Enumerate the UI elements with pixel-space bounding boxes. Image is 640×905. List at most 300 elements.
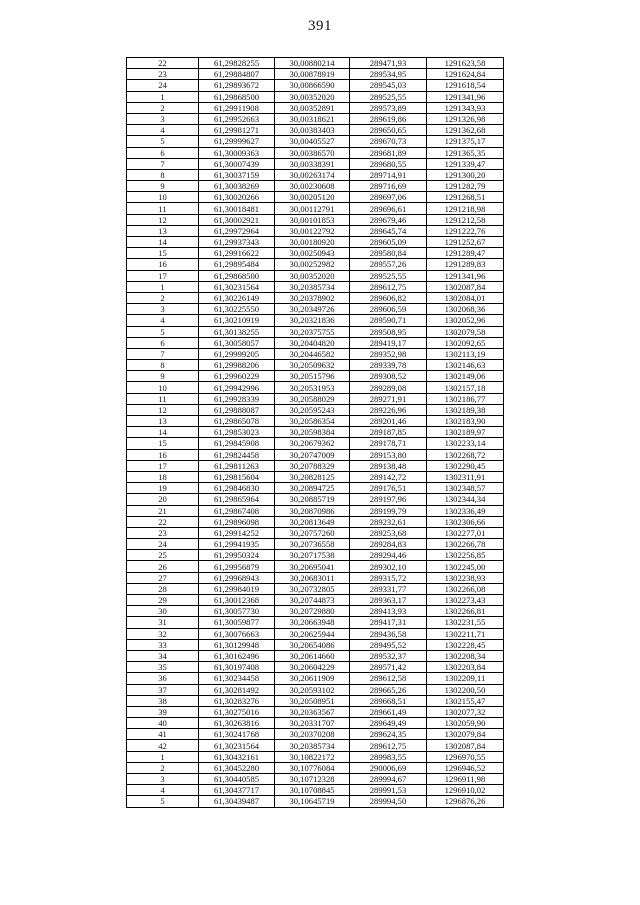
y-coordinate-cell: 1302186,77	[427, 393, 504, 404]
point-number-cell: 26	[127, 561, 199, 572]
longitude-cell: 30,00205120	[275, 192, 350, 203]
table-row	[127, 113, 504, 124]
point-number-cell: 29	[127, 595, 199, 606]
table-row	[127, 762, 504, 773]
longitude-cell: 30,10645719	[275, 796, 350, 807]
point-number-cell: 23	[127, 69, 199, 80]
y-coordinate-cell: 1302189,38	[427, 404, 504, 415]
x-coordinate-cell: 289661,49	[350, 706, 427, 717]
longitude-cell: 30,00880214	[275, 58, 350, 69]
point-number-cell: 32	[127, 628, 199, 639]
x-coordinate-cell: 289271,91	[350, 393, 427, 404]
latitude-cell: 61,29853023	[199, 427, 275, 438]
longitude-cell: 30,20695041	[275, 561, 350, 572]
table-row	[127, 606, 504, 617]
point-number-cell: 1	[127, 281, 199, 292]
longitude-cell: 30,10776084	[275, 762, 350, 773]
point-number-cell: 11	[127, 203, 199, 214]
longitude-cell: 30,20321836	[275, 315, 350, 326]
table-row	[127, 248, 504, 259]
y-coordinate-cell: 1302266,81	[427, 606, 504, 617]
latitude-cell: 61,30002921	[199, 214, 275, 225]
table-row	[127, 382, 504, 393]
latitude-cell: 61,30020266	[199, 192, 275, 203]
latitude-cell: 61,29893672	[199, 80, 275, 91]
y-coordinate-cell: 1302266,08	[427, 583, 504, 594]
x-coordinate-cell: 289606,59	[350, 304, 427, 315]
x-coordinate-cell: 289419,17	[350, 337, 427, 348]
longitude-cell: 30,00263174	[275, 169, 350, 180]
y-coordinate-cell: 1291212,58	[427, 214, 504, 225]
longitude-cell: 30,20508951	[275, 695, 350, 706]
y-coordinate-cell: 1302256,85	[427, 550, 504, 561]
latitude-cell: 61,30007439	[199, 158, 275, 169]
longitude-cell: 30,20604229	[275, 662, 350, 673]
point-number-cell: 1	[127, 91, 199, 102]
longitude-cell: 30,20509632	[275, 360, 350, 371]
latitude-cell: 61,29968943	[199, 572, 275, 583]
x-coordinate-cell: 289534,95	[350, 69, 427, 80]
point-number-cell: 18	[127, 471, 199, 482]
latitude-cell: 61,30058057	[199, 337, 275, 348]
x-coordinate-cell: 289681,89	[350, 147, 427, 158]
longitude-cell: 30,20732805	[275, 583, 350, 594]
table-row	[127, 158, 504, 169]
latitude-cell: 61,29942996	[199, 382, 275, 393]
point-number-cell: 16	[127, 259, 199, 270]
point-number-cell: 16	[127, 449, 199, 460]
y-coordinate-cell: 1302079,58	[427, 326, 504, 337]
latitude-cell: 61,29815604	[199, 471, 275, 482]
latitude-cell: 61,29981271	[199, 125, 275, 136]
y-coordinate-cell: 1302306,66	[427, 516, 504, 527]
point-number-cell: 22	[127, 516, 199, 527]
point-number-cell: 5	[127, 326, 199, 337]
point-number-cell: 37	[127, 684, 199, 695]
x-coordinate-cell: 289436,58	[350, 628, 427, 639]
x-coordinate-cell: 289339,78	[350, 360, 427, 371]
longitude-cell: 30,00383403	[275, 125, 350, 136]
point-number-cell: 21	[127, 505, 199, 516]
point-number-cell: 7	[127, 348, 199, 359]
latitude-cell: 61,29896098	[199, 516, 275, 527]
point-number-cell: 15	[127, 248, 199, 259]
y-coordinate-cell: 1302208,34	[427, 650, 504, 661]
longitude-cell: 30,20385734	[275, 281, 350, 292]
longitude-cell: 30,20717538	[275, 550, 350, 561]
point-number-cell: 6	[127, 337, 199, 348]
point-number-cell: 13	[127, 416, 199, 427]
table-row	[127, 348, 504, 359]
latitude-cell: 61,30197408	[199, 662, 275, 673]
latitude-cell: 61,30234458	[199, 673, 275, 684]
table-row	[127, 516, 504, 527]
y-coordinate-cell: 1302348,57	[427, 483, 504, 494]
longitude-cell: 30,20747009	[275, 449, 350, 460]
y-coordinate-cell: 1302273,43	[427, 595, 504, 606]
longitude-cell: 30,20349726	[275, 304, 350, 315]
y-coordinate-cell: 1296970,55	[427, 751, 504, 762]
y-coordinate-cell: 1302311,91	[427, 471, 504, 482]
point-number-cell: 25	[127, 550, 199, 561]
latitude-cell: 61,29916622	[199, 248, 275, 259]
point-number-cell: 3	[127, 304, 199, 315]
table-row	[127, 729, 504, 740]
y-coordinate-cell: 1302157,18	[427, 382, 504, 393]
table-row	[127, 796, 504, 807]
longitude-cell: 30,20614660	[275, 650, 350, 661]
table-row	[127, 438, 504, 449]
y-coordinate-cell: 1302233,14	[427, 438, 504, 449]
longitude-cell: 30,20894725	[275, 483, 350, 494]
latitude-cell: 61,30432161	[199, 751, 275, 762]
latitude-cell: 61,29941935	[199, 539, 275, 550]
point-number-cell: 11	[127, 393, 199, 404]
longitude-cell: 30,20625944	[275, 628, 350, 639]
x-coordinate-cell: 289994,67	[350, 774, 427, 785]
y-coordinate-cell: 1291289,47	[427, 248, 504, 259]
latitude-cell: 61,29865078	[199, 416, 275, 427]
longitude-cell: 30,20757260	[275, 527, 350, 538]
point-number-cell: 2	[127, 292, 199, 303]
x-coordinate-cell: 289668,51	[350, 695, 427, 706]
latitude-cell: 61,29937343	[199, 237, 275, 248]
longitude-cell: 30,20683011	[275, 572, 350, 583]
point-number-cell: 3	[127, 774, 199, 785]
table-row	[127, 539, 504, 550]
latitude-cell: 61,29956879	[199, 561, 275, 572]
latitude-cell: 61,30210919	[199, 315, 275, 326]
table-row	[127, 706, 504, 717]
longitude-cell: 30,20679362	[275, 438, 350, 449]
point-number-cell: 19	[127, 483, 199, 494]
latitude-cell: 61,30440585	[199, 774, 275, 785]
x-coordinate-cell: 289649,49	[350, 718, 427, 729]
latitude-cell: 61,30437717	[199, 785, 275, 796]
y-coordinate-cell: 1291365,35	[427, 147, 504, 158]
x-coordinate-cell: 289178,71	[350, 438, 427, 449]
x-coordinate-cell: 289991,53	[350, 785, 427, 796]
y-coordinate-cell: 1302290,45	[427, 460, 504, 471]
longitude-cell: 30,00866590	[275, 80, 350, 91]
longitude-cell: 30,20744873	[275, 595, 350, 606]
x-coordinate-cell: 289573,89	[350, 102, 427, 113]
longitude-cell: 30,00122792	[275, 225, 350, 236]
longitude-cell: 30,20788329	[275, 460, 350, 471]
latitude-cell: 61,29972964	[199, 225, 275, 236]
latitude-cell: 61,30281492	[199, 684, 275, 695]
x-coordinate-cell: 289197,96	[350, 494, 427, 505]
latitude-cell: 61,29888087	[199, 404, 275, 415]
longitude-cell: 30,20729880	[275, 606, 350, 617]
x-coordinate-cell: 289201,46	[350, 416, 427, 427]
y-coordinate-cell: 1302203,84	[427, 662, 504, 673]
x-coordinate-cell: 289495,52	[350, 639, 427, 650]
point-number-cell: 23	[127, 527, 199, 538]
latitude-cell: 61,30231564	[199, 281, 275, 292]
table-row	[127, 695, 504, 706]
x-coordinate-cell: 289716,69	[350, 181, 427, 192]
table-row	[127, 427, 504, 438]
y-coordinate-cell: 1302077,32	[427, 706, 504, 717]
y-coordinate-cell: 1291341,96	[427, 270, 504, 281]
point-number-cell: 3	[127, 113, 199, 124]
y-coordinate-cell: 1291218,98	[427, 203, 504, 214]
table-row	[127, 125, 504, 136]
point-number-cell: 24	[127, 80, 199, 91]
latitude-cell: 61,29895484	[199, 259, 275, 270]
x-coordinate-cell: 289697,06	[350, 192, 427, 203]
y-coordinate-cell: 1302228,45	[427, 639, 504, 650]
latitude-cell: 61,29865964	[199, 494, 275, 505]
point-number-cell: 2	[127, 102, 199, 113]
point-number-cell: 8	[127, 169, 199, 180]
latitude-cell: 61,30452280	[199, 762, 275, 773]
point-number-cell: 28	[127, 583, 199, 594]
y-coordinate-cell: 1302231,55	[427, 617, 504, 628]
point-number-cell: 10	[127, 382, 199, 393]
table-row	[127, 639, 504, 650]
y-coordinate-cell: 1291268,51	[427, 192, 504, 203]
longitude-cell: 30,20370208	[275, 729, 350, 740]
point-number-cell: 12	[127, 404, 199, 415]
longitude-cell: 30,00112791	[275, 203, 350, 214]
x-coordinate-cell: 289508,95	[350, 326, 427, 337]
latitude-cell: 61,30129948	[199, 639, 275, 650]
table-row	[127, 91, 504, 102]
latitude-cell: 61,29984019	[199, 583, 275, 594]
point-number-cell: 5	[127, 796, 199, 807]
latitude-cell: 61,29914252	[199, 527, 275, 538]
x-coordinate-cell: 289532,37	[350, 650, 427, 661]
latitude-cell: 61,29950324	[199, 550, 275, 561]
table-row	[127, 270, 504, 281]
table-row	[127, 237, 504, 248]
point-number-cell: 13	[127, 225, 199, 236]
y-coordinate-cell: 1296946,52	[427, 762, 504, 773]
x-coordinate-cell: 289363,17	[350, 595, 427, 606]
table-row	[127, 69, 504, 80]
longitude-cell: 30,10708845	[275, 785, 350, 796]
table-row	[127, 449, 504, 460]
y-coordinate-cell: 1291282,79	[427, 181, 504, 192]
x-coordinate-cell: 289650,65	[350, 125, 427, 136]
latitude-cell: 61,30037159	[199, 169, 275, 180]
y-coordinate-cell: 1302200,50	[427, 684, 504, 695]
x-coordinate-cell: 289571,42	[350, 662, 427, 673]
x-coordinate-cell: 289417,31	[350, 617, 427, 628]
table-row	[127, 673, 504, 684]
y-coordinate-cell: 1291623,58	[427, 58, 504, 69]
x-coordinate-cell: 289714,91	[350, 169, 427, 180]
y-coordinate-cell: 1302146,63	[427, 360, 504, 371]
x-coordinate-cell: 289525,55	[350, 91, 427, 102]
x-coordinate-cell: 289413,93	[350, 606, 427, 617]
x-coordinate-cell: 289187,85	[350, 427, 427, 438]
table-row	[127, 662, 504, 673]
table-row	[127, 326, 504, 337]
point-number-cell: 5	[127, 136, 199, 147]
longitude-cell: 30,00386570	[275, 147, 350, 158]
longitude-cell: 30,00101853	[275, 214, 350, 225]
point-number-cell: 33	[127, 639, 199, 650]
point-number-cell: 31	[127, 617, 199, 628]
table-row	[127, 225, 504, 236]
latitude-cell: 61,30076663	[199, 628, 275, 639]
table-row	[127, 483, 504, 494]
table-row	[127, 58, 504, 69]
y-coordinate-cell: 1291289,83	[427, 259, 504, 270]
x-coordinate-cell: 289624,35	[350, 729, 427, 740]
latitude-cell: 61,30012368	[199, 595, 275, 606]
y-coordinate-cell: 1291222,76	[427, 225, 504, 236]
latitude-cell: 61,30059877	[199, 617, 275, 628]
x-coordinate-cell: 289471,93	[350, 58, 427, 69]
longitude-cell: 30,20663948	[275, 617, 350, 628]
table-row	[127, 214, 504, 225]
table-row	[127, 404, 504, 415]
point-number-cell: 14	[127, 237, 199, 248]
point-number-cell: 39	[127, 706, 199, 717]
table-row	[127, 181, 504, 192]
latitude-cell: 61,30263816	[199, 718, 275, 729]
point-number-cell: 27	[127, 572, 199, 583]
latitude-cell: 61,29988206	[199, 360, 275, 371]
latitude-cell: 61,30439487	[199, 796, 275, 807]
x-coordinate-cell: 289590,71	[350, 315, 427, 326]
table-row	[127, 740, 504, 751]
longitude-cell: 30,20813649	[275, 516, 350, 527]
point-number-cell: 4	[127, 315, 199, 326]
latitude-cell: 61,30138255	[199, 326, 275, 337]
x-coordinate-cell: 289331,77	[350, 583, 427, 594]
point-number-cell: 9	[127, 371, 199, 382]
x-coordinate-cell: 289315,72	[350, 572, 427, 583]
table-row	[127, 494, 504, 505]
longitude-cell: 30,00352020	[275, 91, 350, 102]
longitude-cell: 30,00878919	[275, 69, 350, 80]
x-coordinate-cell: 289142,72	[350, 471, 427, 482]
x-coordinate-cell: 289612,75	[350, 281, 427, 292]
longitude-cell: 30,00180920	[275, 237, 350, 248]
y-coordinate-cell: 1302238,93	[427, 572, 504, 583]
latitude-cell: 61,29952663	[199, 113, 275, 124]
longitude-cell: 30,10712328	[275, 774, 350, 785]
coordinates-table-body	[127, 58, 504, 808]
table-row	[127, 192, 504, 203]
longitude-cell: 30,00250943	[275, 248, 350, 259]
y-coordinate-cell: 1291375,17	[427, 136, 504, 147]
y-coordinate-cell: 1302087,84	[427, 740, 504, 751]
table-row	[127, 292, 504, 303]
page-number: 391	[308, 18, 332, 34]
table-row	[127, 203, 504, 214]
table-row	[127, 505, 504, 516]
table-row	[127, 628, 504, 639]
point-number-cell: 2	[127, 762, 199, 773]
y-coordinate-cell: 1291362,68	[427, 125, 504, 136]
x-coordinate-cell: 289557,26	[350, 259, 427, 270]
x-coordinate-cell: 289199,79	[350, 505, 427, 516]
point-number-cell: 41	[127, 729, 199, 740]
longitude-cell: 30,20736558	[275, 539, 350, 550]
y-coordinate-cell: 1302266,78	[427, 539, 504, 550]
table-row	[127, 572, 504, 583]
latitude-cell: 61,29811263	[199, 460, 275, 471]
y-coordinate-cell: 1302268,72	[427, 449, 504, 460]
latitude-cell: 61,30275016	[199, 706, 275, 717]
y-coordinate-cell: 1302189,97	[427, 427, 504, 438]
latitude-cell: 61,29828255	[199, 58, 275, 69]
x-coordinate-cell: 289153,80	[350, 449, 427, 460]
longitude-cell: 30,00252982	[275, 259, 350, 270]
longitude-cell: 30,20588029	[275, 393, 350, 404]
longitude-cell: 30,00230608	[275, 181, 350, 192]
point-number-cell: 14	[127, 427, 199, 438]
y-coordinate-cell: 1302336,49	[427, 505, 504, 516]
latitude-cell: 61,29928339	[199, 393, 275, 404]
x-coordinate-cell: 289645,74	[350, 225, 427, 236]
longitude-cell: 30,20586354	[275, 416, 350, 427]
table-row	[127, 281, 504, 292]
point-number-cell: 22	[127, 58, 199, 69]
x-coordinate-cell: 289294,46	[350, 550, 427, 561]
y-coordinate-cell: 1302344,34	[427, 494, 504, 505]
x-coordinate-cell: 289670,73	[350, 136, 427, 147]
latitude-cell: 61,30009363	[199, 147, 275, 158]
point-number-cell: 9	[127, 181, 199, 192]
latitude-cell: 61,30057730	[199, 606, 275, 617]
point-number-cell: 6	[127, 147, 199, 158]
longitude-cell: 30,20531953	[275, 382, 350, 393]
longitude-cell: 30,20404820	[275, 337, 350, 348]
table-row	[127, 136, 504, 147]
y-coordinate-cell: 1291624,84	[427, 69, 504, 80]
table-row	[127, 371, 504, 382]
table-row	[127, 393, 504, 404]
point-number-cell: 4	[127, 785, 199, 796]
longitude-cell: 30,20515796	[275, 371, 350, 382]
latitude-cell: 61,29999627	[199, 136, 275, 147]
x-coordinate-cell: 289232,61	[350, 516, 427, 527]
point-number-cell: 7	[127, 158, 199, 169]
x-coordinate-cell: 289679,46	[350, 214, 427, 225]
table-row	[127, 527, 504, 538]
table-row	[127, 785, 504, 796]
x-coordinate-cell: 289619,86	[350, 113, 427, 124]
point-number-cell: 10	[127, 192, 199, 203]
y-coordinate-cell: 1302079,84	[427, 729, 504, 740]
x-coordinate-cell: 289253,68	[350, 527, 427, 538]
table-row	[127, 718, 504, 729]
latitude-cell: 61,29867408	[199, 505, 275, 516]
x-coordinate-cell: 289580,84	[350, 248, 427, 259]
y-coordinate-cell: 1296876,26	[427, 796, 504, 807]
latitude-cell: 61,30018481	[199, 203, 275, 214]
point-number-cell: 17	[127, 460, 199, 471]
y-coordinate-cell: 1291341,96	[427, 91, 504, 102]
y-coordinate-cell: 1302277,01	[427, 527, 504, 538]
table-row	[127, 102, 504, 113]
y-coordinate-cell: 1302059,90	[427, 718, 504, 729]
latitude-cell: 61,30283276	[199, 695, 275, 706]
latitude-cell: 61,29911908	[199, 102, 275, 113]
y-coordinate-cell: 1291618,54	[427, 80, 504, 91]
x-coordinate-cell: 290006,69	[350, 762, 427, 773]
latitude-cell: 61,29824458	[199, 449, 275, 460]
latitude-cell: 61,30241768	[199, 729, 275, 740]
x-coordinate-cell: 289545,03	[350, 80, 427, 91]
